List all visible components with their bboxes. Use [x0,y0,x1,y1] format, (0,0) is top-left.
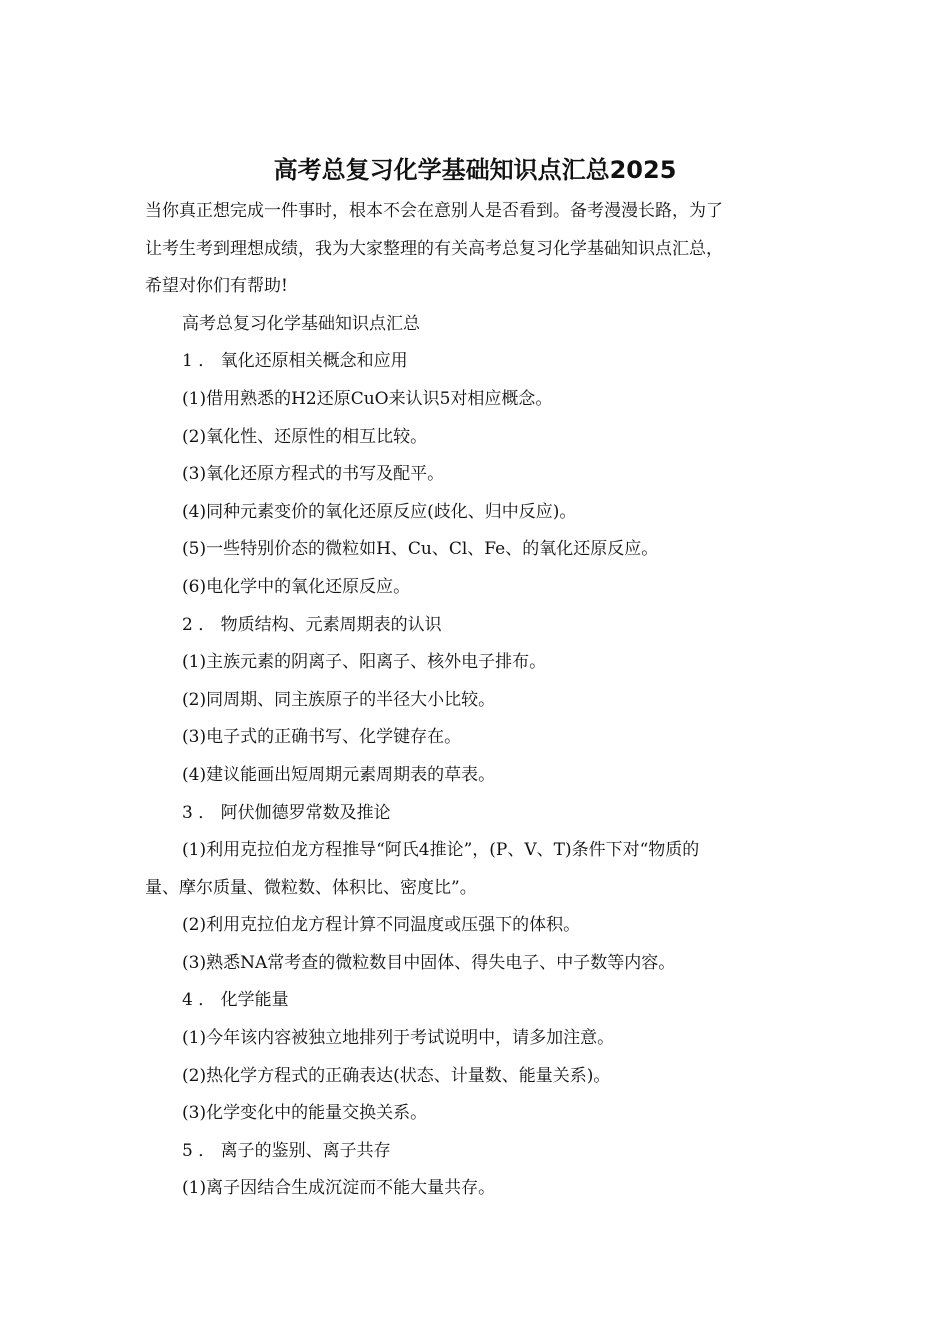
list-item: (1)今年该内容被独立地排列于考试说明中，请多加注意。 [182,1028,615,1049]
list-item-continuation: 量、摩尔质量、微粒数、体积比、密度比”。 [145,877,477,898]
list-item: (5)一些特别价态的微粒如H、Cu、Cl、Fe、的氧化还原反应。 [182,539,659,560]
intro-line: 当你真正想完成一件事时，根本不会在意别人是否看到。备考漫漫长路，为了 [145,201,723,221]
topic-heading: 1 ． 氧化还原相关概念和应用 [182,351,408,372]
topic-heading: 5 ． 离子的鉴别、离子共存 [182,1140,391,1161]
list-item: (2)利用克拉伯龙方程计算不同温度或压强下的体积。 [182,915,581,936]
topic-heading: 3 ． 阿伏伽德罗常数及推论 [182,802,391,823]
list-item: (2)同周期、同主族原子的半径大小比较。 [182,689,496,710]
document-title: 高考总复习化学基础知识点汇总2025 [273,156,677,184]
list-item: (3)熟悉NA常考查的微粒数目中固体、得失电子、中子数等内容。 [182,952,676,973]
list-item: (3)电子式的正确书写、化学键存在。 [182,727,462,748]
list-item: (6)电化学中的氧化还原反应。 [182,576,411,597]
intro-line: 希望对你们有帮助! [145,276,288,297]
list-item: (2)热化学方程式的正确表达(状态、计量数、能量关系)。 [182,1065,611,1086]
list-item: (1)利用克拉伯龙方程推导“阿氏4推论”，(P、V、T)条件下对“物质的 [182,840,700,861]
intro-line: 让考生考到理想成绩，我为大家整理的有关高考总复习化学基础知识点汇总， [145,238,723,259]
list-item: (2)氧化性、还原性的相互比较。 [182,426,428,447]
topic-heading: 2 ． 物质结构、元素周期表的认识 [182,614,442,635]
topic-heading: 4 ． 化学能量 [182,990,289,1011]
list-item: (1)主族元素的阴离子、阳离子、核外电子排布。 [182,652,547,673]
list-item: (1)借用熟悉的H2还原CuO来认识5对相应概念。 [182,388,553,409]
section-heading: 高考总复习化学基础知识点汇总 [182,313,420,334]
list-item: (4)建议能画出短周期元素周期表的草表。 [182,764,496,785]
list-item: (3)化学变化中的能量交换关系。 [182,1103,428,1124]
list-item: (4)同种元素变价的氧化还原反应(歧化、归中反应)。 [182,501,577,522]
list-item: (3)氧化还原方程式的书写及配平。 [182,464,445,485]
document-body [145,193,805,1208]
list-item: (1)离子因结合生成沉淀而不能大量共存。 [182,1178,496,1199]
